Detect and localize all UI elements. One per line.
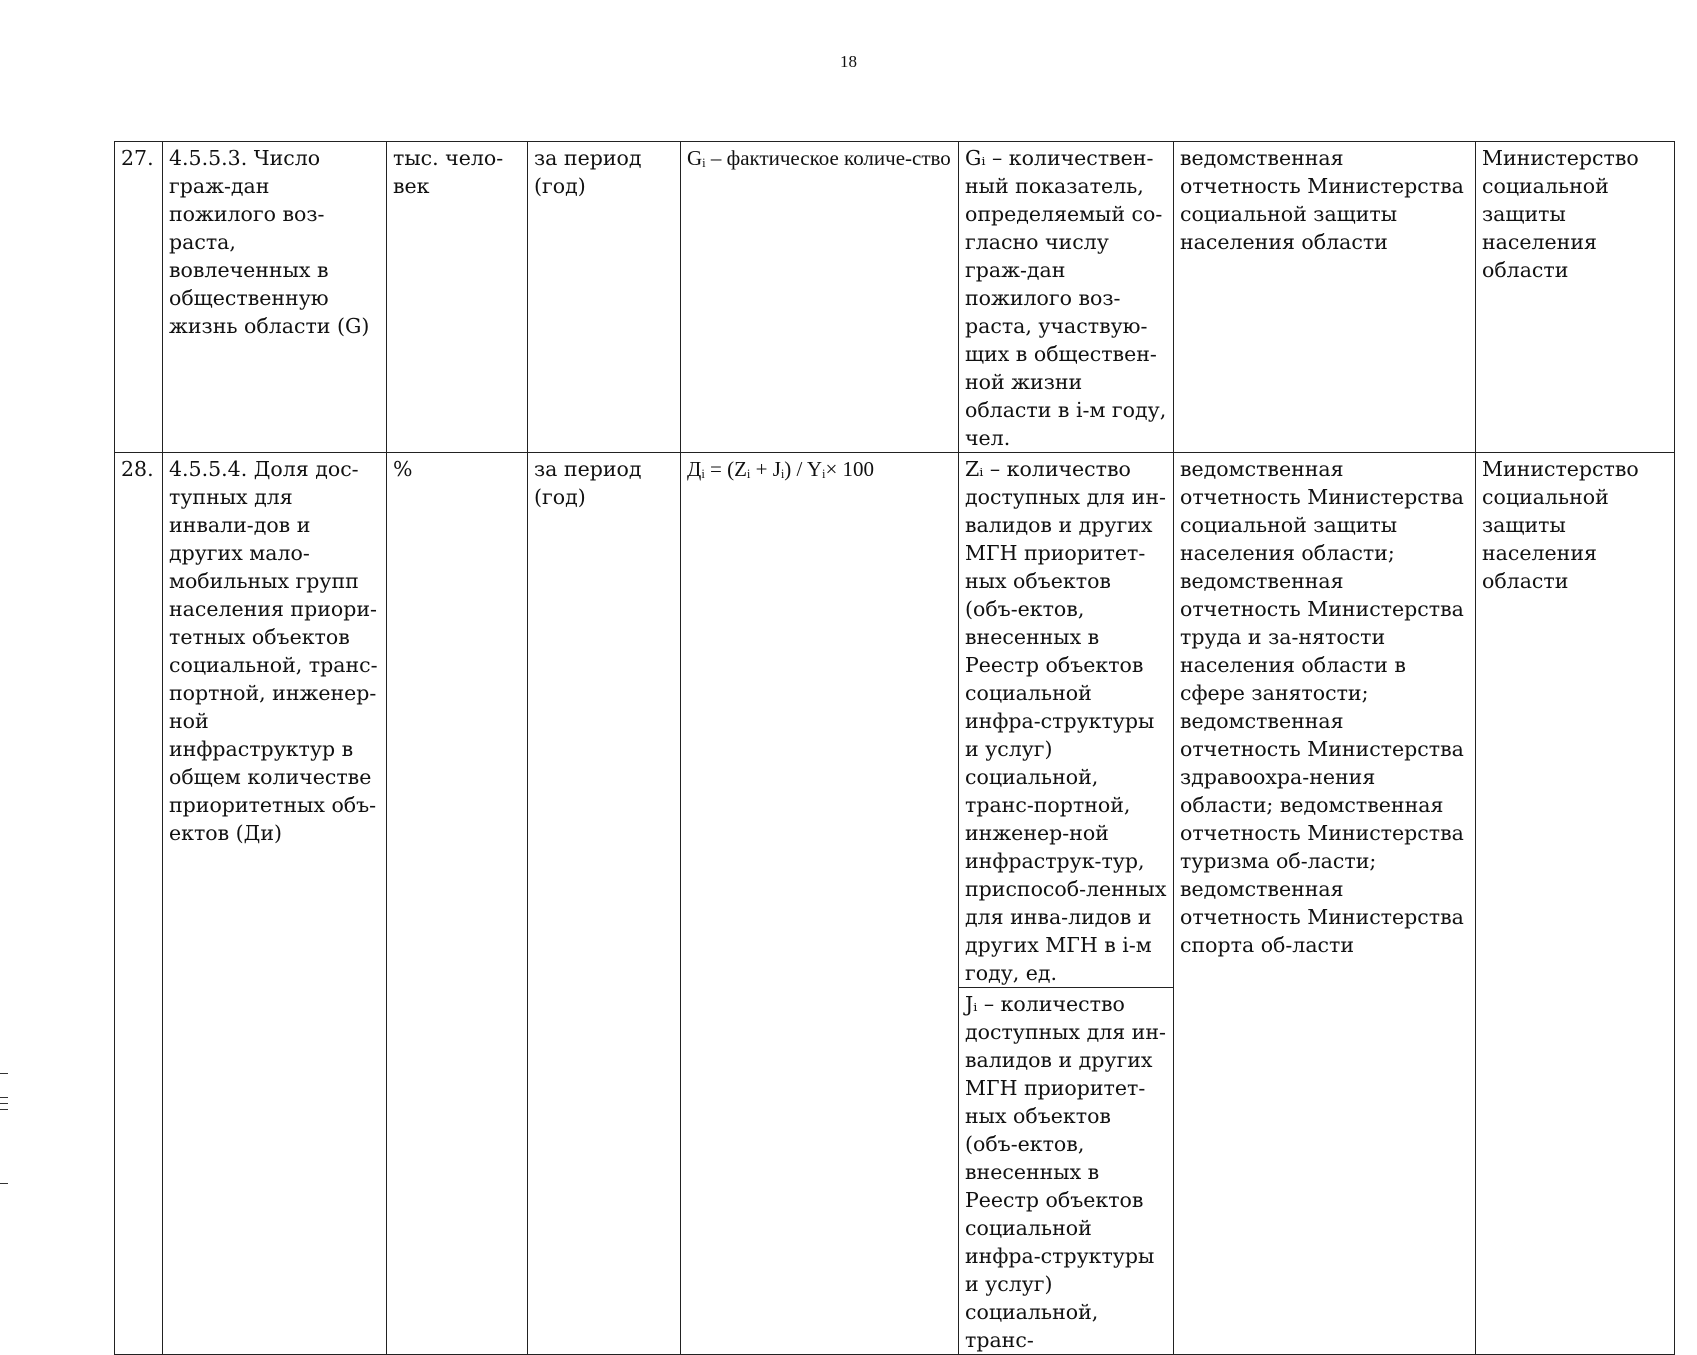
indicator-name: 4.5.5.4. Доля дос-тупных для инвали-дов и других мало-мобильных групп населения приори-тетных объектов социальной, транс-портной, инженер-ной инфраструктур в общем количестве приоритетных объ-ектов (Ди) (163, 453, 387, 1355)
unit-cell: тыс. чело-век (387, 142, 528, 453)
formula-cell: Дᵢ = (Zᵢ + Jᵢ) / Yᵢ× 100 (681, 453, 959, 1355)
row-number: 27. (115, 142, 163, 453)
table-row (115, 453, 1675, 988)
responsible-cell: Министерство социальной защиты населения области (1476, 142, 1675, 453)
variable-cell: Jᵢ – количество доступных для ин-валидов и других МГН приоритет-ных объектов (объ-ектов, внесенных в Реестр объектов социальной инфра-структуры и услуг) социальной, транс- (959, 988, 1174, 1355)
variable-cell: Gᵢ – количествен-ный показатель, определяемый со-гласно числу граж-дан пожилого воз-раста, участвую-щих в обществен-ной жизни области в i-м году, чел. (959, 142, 1174, 453)
variable-cell: Zᵢ – количество доступных для ин-валидов и других МГН приоритет-ных объектов (объ-ектов, внесенных в Реестр объектов социальной инфра-структуры и услуг) социальной, транс-портной, инженер-ной инфраструк-тур, приспособ-ленных для инва-лидов и других МГН в i-м году, ед. (959, 453, 1174, 988)
margin-tick (0, 1097, 8, 1098)
indicator-name: 4.5.5.3. Число граж-дан пожилого воз-раста, вовлеченных в общественную жизнь области (G) (163, 142, 387, 453)
margin-tick (0, 1103, 8, 1104)
page-number: 18 (840, 52, 857, 71)
margin-tick (0, 1073, 8, 1074)
source-cell: ведомственная отчетность Министерства социальной защиты населения области; ведомственная отчетность Министерства труда и за-нятости населения области в сфере занятости; ведомственная отчетность Министерства здравоохра-нения области; ведомственная отчетность Министерства туризма об-ласти; ведомственная отчетность Министерства спорта об-ласти (1174, 453, 1476, 1355)
table-row (115, 142, 1675, 453)
row-number: 28. (115, 453, 163, 1355)
unit-cell: % (387, 453, 528, 1355)
responsible-cell: Министерство социальной защиты населения области (1476, 453, 1675, 1355)
formula-cell: Gᵢ – фактическое количе-ство (681, 142, 959, 453)
period-cell: за период (год) (528, 453, 681, 1355)
indicators-table (114, 141, 1675, 1355)
source-cell: ведомственная отчетность Министерства социальной защиты населения области (1174, 142, 1476, 453)
period-cell: за период (год) (528, 142, 681, 453)
margin-tick (0, 1183, 8, 1184)
margin-tick (0, 1109, 8, 1110)
